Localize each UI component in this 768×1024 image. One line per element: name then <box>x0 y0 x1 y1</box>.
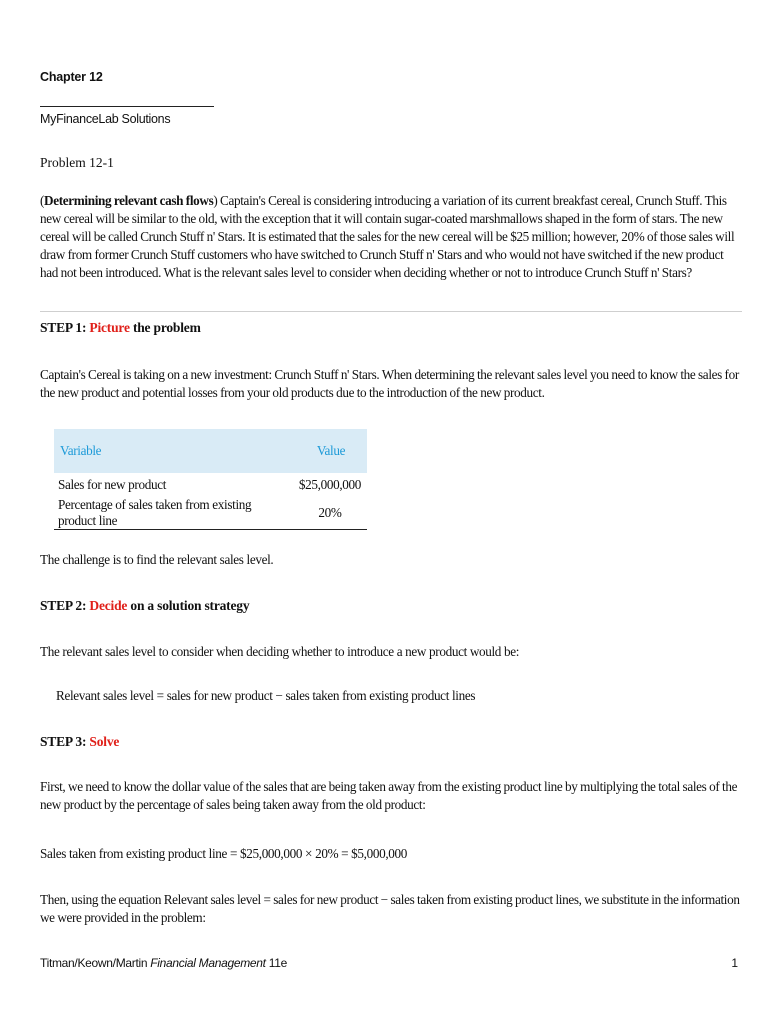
subtitle: MyFinanceLab Solutions <box>40 112 171 126</box>
step2-prefix: STEP 2: <box>40 598 90 613</box>
footer-book-title: Financial Management <box>150 956 266 970</box>
step1-text: Captain's Cereal is taking on a new investment: Crunch Stuff n' Stars. When determining the relevant sales level you need to know the sales for the new product and potential losses from your old products due to the introduction of the new product. <box>40 367 739 400</box>
step3-prefix: STEP 3: <box>40 734 90 749</box>
step2-heading <box>40 598 249 614</box>
table-header-row <box>54 429 367 473</box>
row-value: 20% <box>295 497 367 530</box>
close-paren: ) <box>213 193 218 208</box>
step2-highlight: Decide <box>89 598 128 613</box>
step1-prefix: STEP 1: <box>40 320 90 335</box>
problem-statement <box>40 192 740 282</box>
page-number: 1 <box>731 956 738 970</box>
header-value: Value <box>295 429 367 473</box>
step1-highlight: Picture <box>89 320 130 335</box>
chapter-title: Chapter 12 <box>40 70 103 84</box>
step1-heading <box>40 320 201 336</box>
footer-edition: 11e <box>265 956 287 970</box>
step3-text: First, we need to know the dollar value of the sales that are being taken away from the existing product line by multiplying the total sales of the new product by the percentage of sales being taken away from the old product: <box>40 779 738 812</box>
step2-text: The relevant sales level to consider when deciding whether to introduce a new product would be: <box>40 644 520 659</box>
open-paren: ( <box>40 193 45 208</box>
calculation: Sales taken from existing product line = $25,000,000 × 20% = $5,000,000 <box>40 846 408 861</box>
problem-topic: Determining relevant cash flows <box>44 193 214 208</box>
section-divider <box>40 311 742 312</box>
variable-table <box>54 429 367 530</box>
row-variable: Percentage of sales taken from existing product line <box>54 497 295 530</box>
title-underline <box>40 106 214 107</box>
challenge-text: The challenge is to find the relevant sales level. <box>40 552 274 567</box>
step3-highlight: Solve <box>89 734 120 749</box>
step2-suffix: on a solution strategy <box>127 598 250 613</box>
footer-citation <box>40 956 287 970</box>
step3-text-2: Then, using the equation Relevant sales level = sales for new product − sales taken from existing product lines, we substitute in the information we were provided in the problem: <box>40 892 740 925</box>
row-variable: Sales for new product <box>58 477 167 492</box>
step3-heading <box>40 734 119 750</box>
problem-text: Captain's Cereal is considering introducing a variation of its current breakfast cereal, Crunch Stuff. This new cereal will be similar to the old, with the exception that it will contain sugar-coated marshmallows shaped in the form of stars. The new cereal will be called Crunch Stuff n' Stars. It is estimated that the sales for the new cereal will be $25 million; however, 20% of those sales will draw from former Crunch Stuff customers who have switched to Crunch Stuff n' Stars and who would not have switched if the new product had not been introduced. What is the relevant sales level to consider when deciding whether or not to introduce Crunch Stuff n' Stars? <box>40 193 735 280</box>
footer-authors: Titman/Keown/Martin <box>40 956 151 970</box>
problem-number: Problem 12-1 <box>40 155 114 170</box>
equation: Relevant sales level = sales for new product − sales taken from existing product lines <box>56 688 476 703</box>
table-row <box>54 497 367 530</box>
table-row <box>54 473 367 497</box>
step1-suffix: the problem <box>129 320 201 335</box>
header-variable: Variable <box>54 429 295 473</box>
row-value: $25,000,000 <box>298 477 361 492</box>
